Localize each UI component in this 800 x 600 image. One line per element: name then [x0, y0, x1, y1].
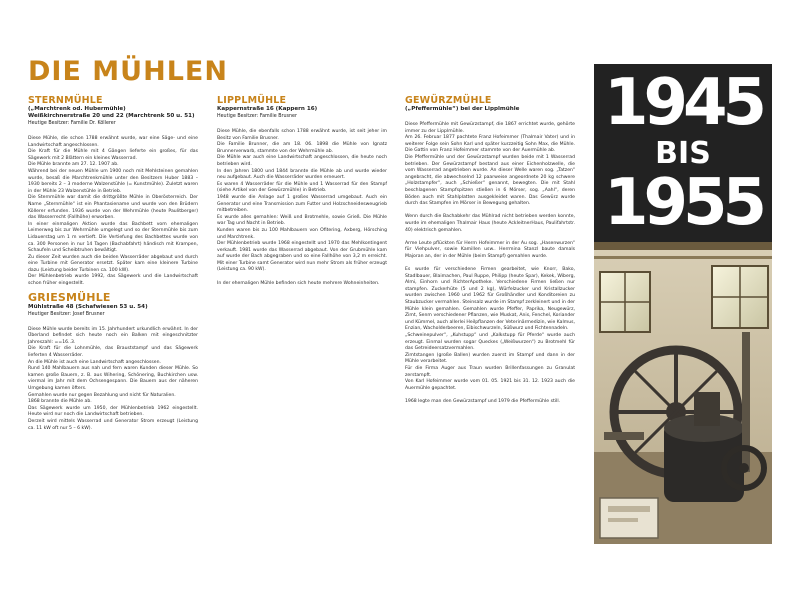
paragraph: Die Mühle brannte am 27. 12. 1907 ab.: [28, 162, 119, 168]
section-subtitle: („Marchtrenk od. Hubermühle): [28, 106, 126, 112]
paragraph: Am 26. Februar 1877 pachtete Franz Hofeimmer (Thalmair Vater) und in weiterer Folge sein Sohn Karl und später kurzzeitig Sohn Max, die Mühle. Die Gattin von Franz Hofeimmer stammte von der Auermühle ab.: [405, 135, 575, 154]
paragraph: Die Kraft für die Mühle mit 4 Gängen lieferte ein großes, für das Sägewerk mit 2 Blättern ein kleines Wasserrad.: [28, 149, 198, 161]
paragraph: Diese Mühle, die ebenfalls schon 1788 erwähnt wurde, ist seit jeher im Besitz von Familie Brusner.: [217, 129, 387, 141]
column-left: [28, 96, 198, 432]
section-address: Mühlstraße 48 (Schafwiesen 53 u. 54): [28, 303, 148, 310]
paragraph: Das Sägewerk wurde um 1950, der Mühlenbetrieb 1962 eingestellt. Heute wird nur noch die Landwirtschaft betrieben.: [28, 405, 198, 418]
year-end: 1955: [603, 166, 763, 240]
section-address: Weißkirchnerstraße 20 und 22 (Marchtrenk 50 u. 51): [28, 113, 195, 119]
paragraph: Die Pfeffermühle und der Gewürzstampf wurden beide mit 1 Wasserrad betrieben. Der Gewürzstampf bestand aus einer Eichenholzwelle, die vom Wasserrad angetrieben wurde. An dieser Welle waren sog. „Tatzen“ angebracht, die abwechselnd 12 paarweise angeordnete 20 kg schwere „Holzstampfer“, auch „Schießer“ genannt, bewegten. Die mit Stahl beschlagenen Stampfspitzen stießen in 6 Mörser, sog. „Aahl“, deren Böden auch mit Stahlplatten ausgekleidet waren. Das Gewürz wurde durch das Stampfen im Mörser in Bewegung gehalten.: [405, 154, 575, 207]
paragraph: In der ehemaligen Mühle befinden sich heute mehrere Wohneinheiten.: [217, 280, 380, 286]
paragraph: Die Sternmühle war damit die drittgrößte Mühle in Oberösterreich. Der Name „Sternmühle“ ist ein Phantasiename und wurde von den Brüdern Köllerer erfunden. 1936 wurde von der Wehrmühle (heute Paulitberger) das Wasserrecht (Fallhöhe) erworben.: [28, 195, 198, 221]
paragraph: Von Karl Hofeimmer wurde vom 01. 05. 1921 bis 31. 12. 1923 auch die Auermühle gepachtet.: [405, 379, 575, 391]
year-panel: [594, 64, 772, 544]
paragraph: Der Mühlenbetrieb wurde 1968 eingestellt und 1970 das Mehlkontingent verkauft. 1981 wurde das Wasserrad abgebaut. Von der Grubmühle kam auf wurde der Bach abgegraben und so eine Fallhöhe von 3,2 m erreicht. Mit einer Turbine samt Generator wird nun mehr Strom als früher erzeugt (Leistung ca. 90 kW).: [217, 241, 387, 273]
paragraph: Wenn durch die Bachabkehr das Mühlrad nicht betrieben werden konnte, wurde im ehemaligen Thalmair Haus (heute AckleitnerHaus, Paulifahrtstr. 40) elektrisch gemahlen.: [405, 214, 575, 233]
paragraph: Diese Pfeffermühle mit Gewürzstampf, die 1867 errichtet wurde, gehörte immer zu der Lipplmühle.: [405, 122, 575, 134]
paragraph: Während bei der neuen Mühle um 1900 noch mit Mehlsteinen gemahlen wurde, besaß die Marchtrenkmühle unter den Besitzern Huber 1883 – 1930 bereits 2 – 3 moderne Walzenstühle (= Kunstmühle). Zuletzt waren in der Mühle 23 Walzenstühle in Betrieb.: [28, 168, 198, 194]
section-owner: Heutige Besitzer: Familie Brusner: [217, 114, 297, 119]
paragraph: Es wurde für verschiedene Firmen gearbeitet, wie Knorr, Bako, Stadlbauer, Blaimachen, Paul Ruppe, Philipp (heute Spar), Kekek, Wiberg, Almi, Einhorn und RichterApotheke. Verschiedene Firmen ließen nur stampfen. Zuckerhüte (5 und 2 kg), Würfelzucker und Kristallzucker wurden zwischen 1960 und 1962 für Großhändler und Konditoreien zu Staubzucker vermahlen. Steinsalz wurde im Stampf zerkleinert und in der Mühle klein gemahlen. Gemahlen wurde Pfeffer, Paprika, Neugewürz, Zimt, Senm verschiedener Pflanzen, wie Muskat, Anis, Fenchel, Koriander und Kümmel, auch allerlei Heilpflanzen der Veterinärmedizin, wie Kalmus, Enzian, Wacholderbeeren, Eibischwurzeln, Süßwurz und Fichtennadeln.: [405, 267, 576, 332]
paragraph: Zimtstangen (große Ballen) wurden zuerst im Stampf und dann in der Mühle verarbeitet.: [405, 352, 575, 365]
paragraph: „Schweinepulver“, „Kuhstupp“ und „Kalkstupp für Pferde“ wurde auch erzeugt. Einmal wurden sogar Queckes („Weißwurzen“) zu Brotmehl für das Getreideersatzvermahlen.: [405, 333, 575, 352]
section-sternmuehle: [28, 96, 198, 288]
paragraph: Es wurde alles gemahlen: Weiß und Brotmehle, sowie Grieß. Die Mühle war Tag und Nacht in Betrieb.: [217, 214, 387, 227]
section-subtitle: („Pfeffermühle“) bei der Lipplmühle: [405, 106, 520, 112]
paragraph: Diese Mühle, die schon 1788 erwähnt wurde, war eine Säge- und eine Landwirtschaft angeschlossen.: [28, 136, 198, 148]
paragraph: Diese Mühle wurde bereits im 15. Jahrhundert urkundlich erwähnt. In der Überland befindet sich heute noch ein Balken mit eingeschnitzter Jahreszahl: ==16..3.: [28, 326, 198, 345]
paragraph: Es waren 4 Wasserräder für die Mühle und 1 Wasserrad für den Stampf (siehe Artikel von der Gewürzmühle) in Betrieb.: [217, 181, 387, 194]
paragraph: Arme Leute pflückten für Herrn Hofeimmer in der Au sog. „Hasenwurzen“ für Viehpulver, sowie Kamillen usw.. Herrmina Stanzl baute damals Majoran an, der in der Mühle (beim Stampf) gemahlen wurde.: [405, 240, 575, 259]
section-heading: GEWÜRZMÜHLE: [405, 95, 492, 106]
section-owner: Heutige Besitzer: Familie Dr. Köllerer: [28, 121, 116, 126]
paragraph: Der Mühlenbetrieb wurde 1992, das Sägewerk und die Landwirtschaft schon früher eingestellt.: [28, 274, 198, 287]
paragraph: Für die Firma Auger aus Traun wurden Brillenfassungen zu Granulat zerstampft.: [405, 365, 575, 378]
section-owner: Heutiger Besitzer: Josef Brusner: [28, 311, 105, 317]
paragraph: 1868 brannte die Mühle ab.: [28, 399, 92, 405]
section-address: Kappernstraße 16 (Kappern 16): [217, 106, 318, 112]
section-lipplmuehle: [217, 96, 387, 287]
year-start: 1945: [603, 66, 763, 140]
column-middle: [217, 96, 387, 287]
paragraph: 1968 legte man den Gewürzstampf und 1979 die Pfeffermühle still.: [405, 398, 561, 404]
paragraph: Rund 140 Mahlbauern aus nah und fern waren Kunden dieser Mühle. So kamen große Bauern, z. B. aus Wihering, Schönering, Buchkirchen usw. viermal im Jahr mit dem Ochsengespann. Die Bauern aus der näheren Umgebung kamen öfters.: [28, 366, 198, 391]
paragraph: Die Familie Brunner, die am 18. 06. 1898 die Mühle von Ignatz Brunnerverwarb, stammte von der Wehrmühle ab.: [217, 142, 387, 154]
paragraph: Derzeit wird mittels Wasserrad und Generator Strom erzeugt (Leistung ca. 11 kW oft nur 5 – 6 kW).: [28, 418, 198, 431]
column-right: [405, 96, 575, 406]
paragraph: Zu dieser Zeit wurden auch die beiden Wasserräder abgebaut und durch eine Turbine mit Generator ersetzt. Später kam eine kleinere Turbine dazu (Leistung beider Turbinen ca. 100 kW).: [28, 254, 198, 273]
mill-machinery-photo: [594, 242, 772, 544]
paragraph: Kunden waren bis zu 100 Mahlbauern von Ofitering, Axberg, Hörsching und Marchtrenk.: [217, 227, 387, 240]
paragraph: Gemahlen wurde nur gegen Bezahlung und nicht für Naturalien.: [28, 392, 176, 398]
paragraph: 1948 wurde die Anlage auf 1 großes Wasserrad umgebaut. Auch ein Generator und eine Transmission zum Futter und Holzschneidesweugrieb mitbetreiben.: [217, 194, 387, 214]
section-griesmuehle: [28, 292, 198, 433]
section-heading: STERNMÜHLE: [28, 95, 103, 106]
paragraph: Die Mühle war auch eine Landwirtschaft angeschlossen, die heute noch betrieben wird.: [217, 155, 387, 167]
paragraph: Die Kraft für die Lohnmühle, das Brauststampf und das Sägewerk lieferten 4 Wasserräder.: [28, 346, 198, 359]
paragraph: In einer einmaligen Aktion wurde das Bachbett vom ehemaligen Leimerweg bis zur Wehrmühle umgelegt und so der Sternmühle bis zum Lidauerstag um 1 m vertieft. Die Vertiefung des Bachbettes wurde von ca. 300 Personen in nur 14 Tagen (Bachabfahrt) händisch mit Krampen, Schaufeln und Scheibtruhen bewältigt.: [28, 221, 198, 254]
page-title: DIE MÜHLEN: [28, 56, 228, 87]
paragraph: In den Jahren 1800 und 1844 brannte die Mühle ab und wurde wieder neu aufgebaut. Auch die Wasserräder wurden erneuert.: [217, 168, 387, 181]
section-gewuerzmuehle: [405, 96, 575, 406]
section-heading: LIPPLMÜHLE: [217, 95, 287, 106]
year-bis: BIS: [655, 136, 711, 171]
section-heading: GRIESMÜHLE: [28, 290, 111, 304]
paragraph: An die Mühle ist auch eine Landwirtschaft angeschlossen.: [28, 359, 161, 365]
